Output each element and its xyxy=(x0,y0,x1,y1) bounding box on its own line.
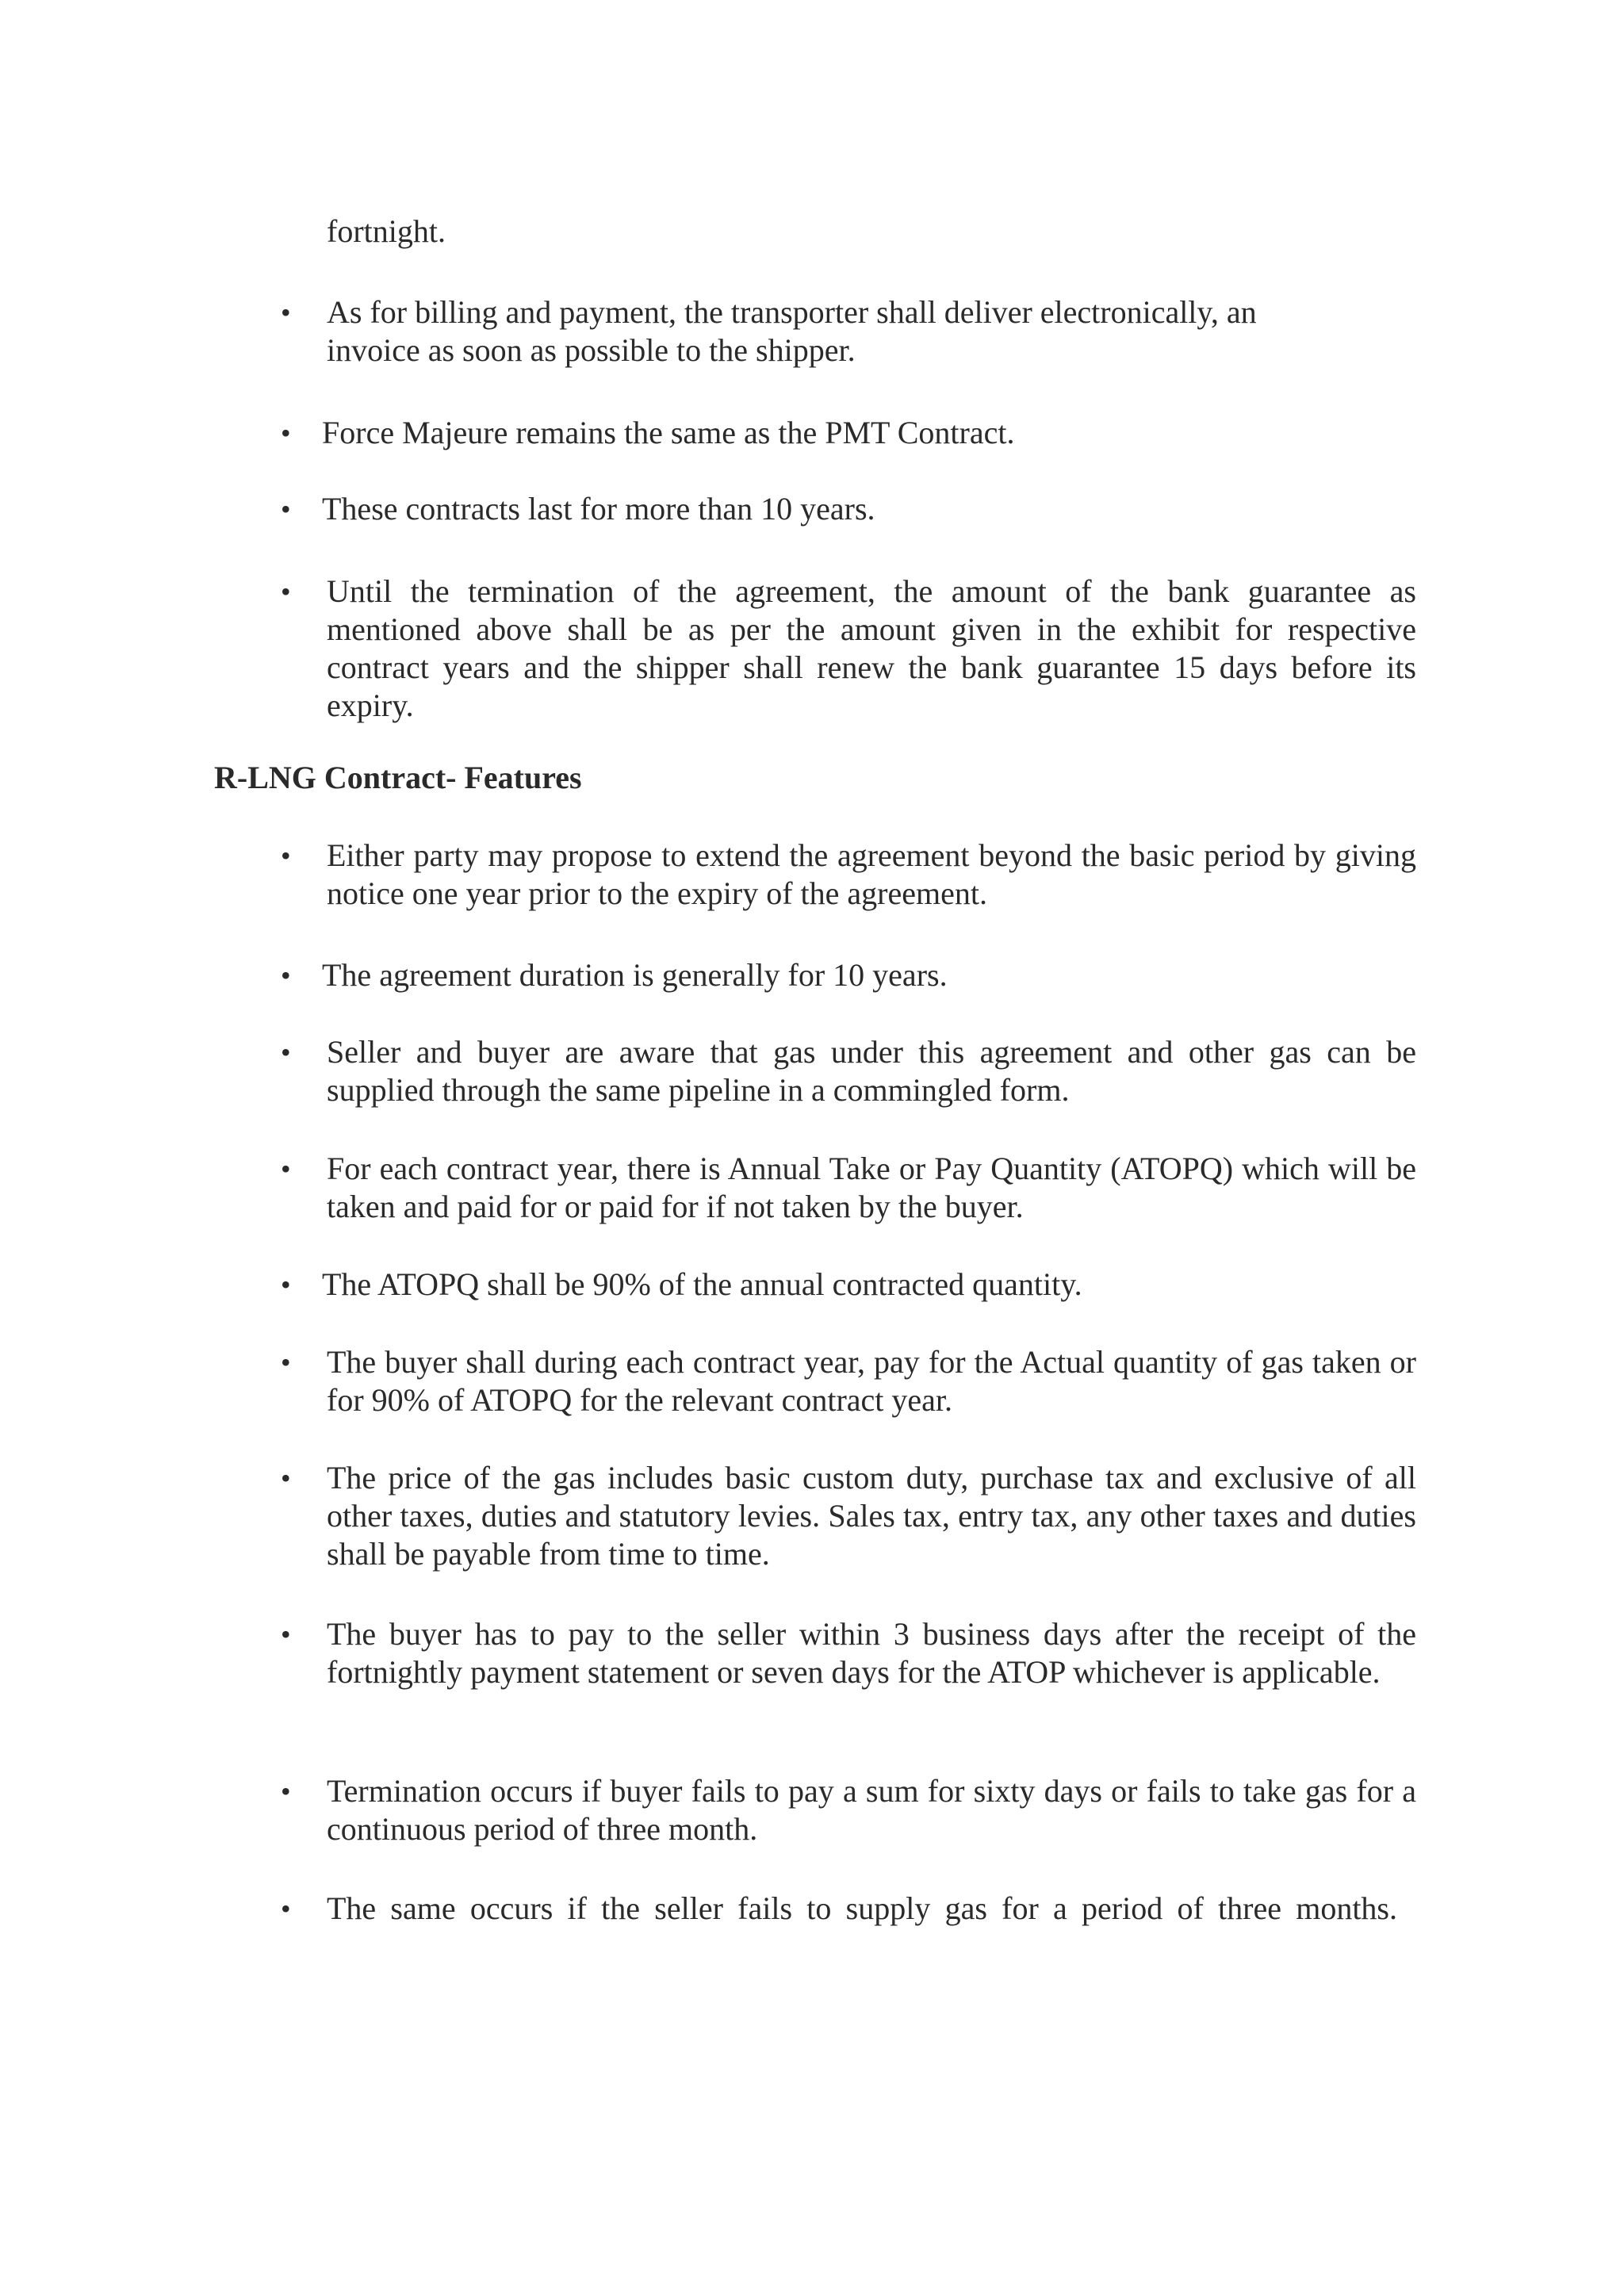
list-item-text: The same occurs if the seller fails to supply gas for a period of three months. xyxy=(327,1890,1397,1926)
list-item-text: These contracts last for more than 10 years. xyxy=(322,491,875,527)
list-item-text: The ATOPQ shall be 90% of the annual contracted quantity. xyxy=(322,1266,1082,1302)
bullet-icon: • xyxy=(281,1775,291,1807)
bullet-icon: • xyxy=(281,1153,291,1185)
list-item-text: The buyer has to pay to the seller within 3 business days after the receipt of the fortnightly payment statement or seven days for the ATOP whichever is applicable. xyxy=(327,1616,1416,1690)
bullet-icon: • xyxy=(281,1893,291,1924)
bullet-icon: • xyxy=(281,297,291,328)
list-item-text: Force Majeure remains the same as the PMT Contract. xyxy=(322,415,1015,450)
bullet-icon: • xyxy=(281,417,291,449)
bullet-icon: • xyxy=(281,1618,291,1650)
list-item-text: The agreement duration is generally for 10 years. xyxy=(322,957,948,993)
bullet-icon: • xyxy=(281,493,291,525)
bullet-icon: • xyxy=(281,576,291,607)
list-item-text: Either party may propose to extend the agreement beyond the basic period by giving notice one year prior to the expiry of the agreement. xyxy=(327,837,1416,911)
list-item-text: For each contract year, there is Annual Take or Pay Quantity (ATOPQ) which will be taken and paid for or paid for if not taken by the buyer. xyxy=(327,1151,1416,1224)
list-item-text: As for billing and payment, the transporter shall deliver electronically, an invoice as soon as possible to the shipper. xyxy=(327,294,1257,368)
list-item-text: Seller and buyer are aware that gas under this agreement and other gas can be supplied through the same pipeline in a commingled form. xyxy=(327,1034,1416,1108)
bullet-icon: • xyxy=(281,840,291,871)
bullet-icon: • xyxy=(281,1036,291,1068)
continuation-text: fortnight. xyxy=(327,213,446,249)
bullet-icon: • xyxy=(281,1269,291,1300)
section-heading: R-LNG Contract- Features xyxy=(214,760,582,795)
bullet-icon: • xyxy=(281,959,291,991)
list-item-text: Until the termination of the agreement, the amount of the bank guarantee as mentioned above shall be as per the amount given in the exhibit for respective contract years and the shipper shall renew the bank guarantee 15 days before its expiry. xyxy=(327,573,1416,723)
list-item-text: Termination occurs if buyer fails to pay a sum for sixty days or fails to take gas for a continuous period of three month. xyxy=(327,1773,1416,1847)
bullet-icon: • xyxy=(281,1462,291,1494)
list-item-text: The price of the gas includes basic custom duty, purchase tax and exclusive of all other taxes, duties and statutory levies. Sales tax, entry tax, any other taxes and duties shall be payable from time to time. xyxy=(327,1460,1416,1572)
list-item-text: The buyer shall during each contract year, pay for the Actual quantity of gas taken or for 90% of ATOPQ for the relevant contract year. xyxy=(327,1344,1416,1418)
bullet-icon: • xyxy=(281,1346,291,1378)
